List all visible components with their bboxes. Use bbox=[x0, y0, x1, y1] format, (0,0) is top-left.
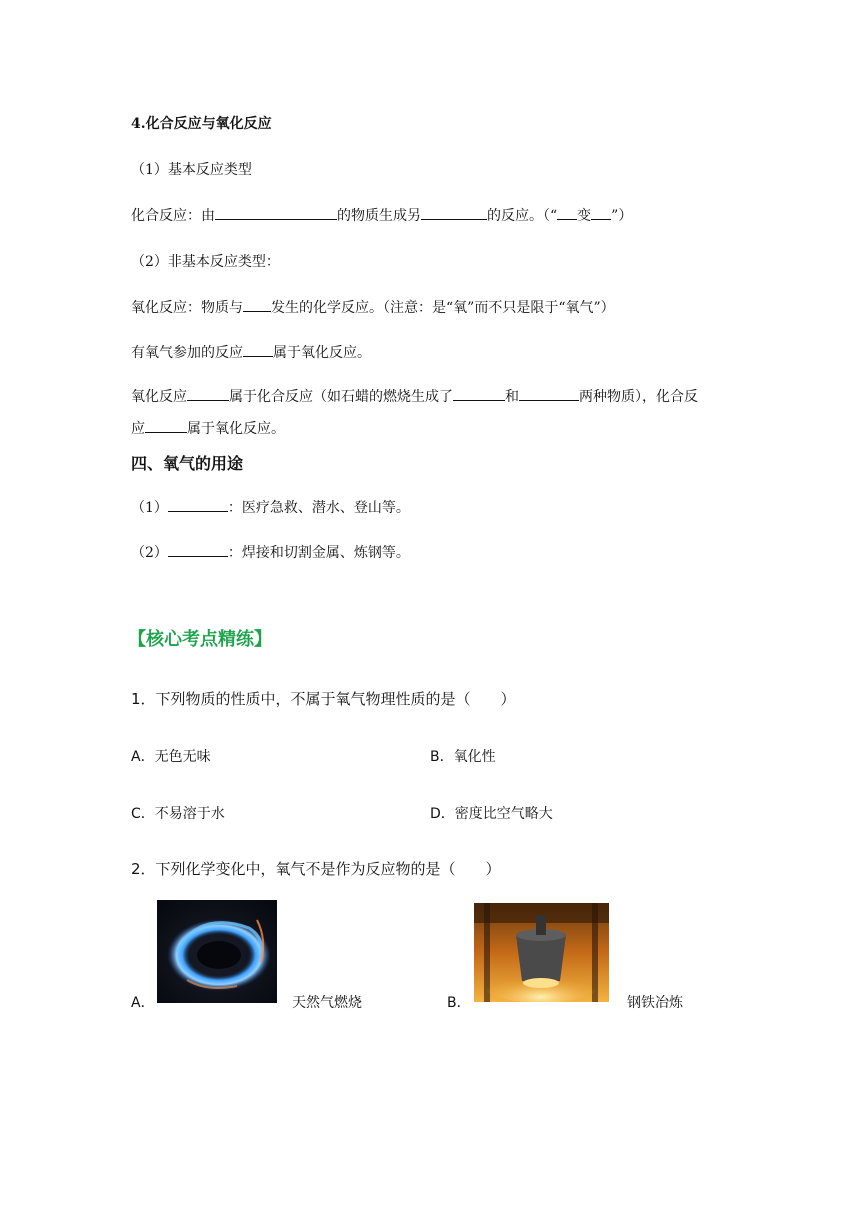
fill-blank[interactable] bbox=[453, 388, 505, 401]
q1-option-b[interactable]: B．氧化性 bbox=[430, 749, 496, 765]
text-segment: 属于氧化反应。 bbox=[273, 345, 371, 361]
combination-reaction-line bbox=[131, 205, 632, 225]
text-segment: 和 bbox=[505, 389, 519, 405]
gas-stove-flame-photo bbox=[157, 900, 277, 1003]
use-line-2 bbox=[131, 542, 410, 562]
fill-blank[interactable] bbox=[168, 499, 228, 512]
gas-flame-icon bbox=[157, 900, 277, 1003]
q1-option-a[interactable]: A．无色无味 bbox=[131, 749, 211, 765]
text-segment: 发生的化学反应。（注意：是“氧”而不只是限于“氧气”） bbox=[271, 300, 615, 316]
q2-option-b-letter[interactable]: B． bbox=[447, 995, 471, 1011]
relation-line-2 bbox=[131, 418, 285, 438]
fill-blank[interactable] bbox=[591, 207, 611, 220]
text-segment: 变 bbox=[577, 208, 592, 224]
q2-option-a-caption[interactable]: 天然气燃烧 bbox=[292, 995, 362, 1011]
text-segment: ”） bbox=[611, 208, 633, 224]
uses-section-title: 四、氧气的用途 bbox=[131, 454, 244, 473]
text-segment: 属于氧化反应。 bbox=[187, 421, 285, 437]
text-segment: 的反应。（“ bbox=[487, 208, 558, 224]
text-segment: 氧化反应 bbox=[131, 389, 187, 405]
question-1-stem: 1．下列物质的性质中，不属于氧气物理性质的是（ ） bbox=[131, 690, 516, 708]
question-2-stem: 2．下列化学变化中，氧气不是作为反应物的是（ ） bbox=[131, 860, 501, 878]
fill-blank[interactable] bbox=[187, 388, 229, 401]
fill-blank[interactable] bbox=[421, 207, 487, 220]
text-segment: 有氧气参加的反应 bbox=[131, 345, 243, 361]
use-line-1 bbox=[131, 497, 410, 517]
relation-line-1 bbox=[131, 386, 698, 406]
fill-blank[interactable] bbox=[557, 207, 577, 220]
q2-option-b-caption[interactable]: 钢铁冶炼 bbox=[627, 995, 683, 1011]
q2-option-a-letter[interactable]: A． bbox=[131, 995, 155, 1011]
text-segment: 属于化合反应（如石蜡的燃烧生成了 bbox=[229, 389, 453, 405]
section-title: 4.化合反应与氧化反应 bbox=[131, 116, 272, 132]
q1-option-d[interactable]: D．密度比空气略大 bbox=[430, 806, 553, 822]
steel-smelting-photo bbox=[474, 903, 609, 1002]
text-segment: 化合反应：由 bbox=[131, 208, 215, 224]
text-segment: 的物质生成另 bbox=[337, 208, 421, 224]
text-segment: （1） bbox=[131, 500, 168, 516]
fill-blank[interactable] bbox=[243, 344, 273, 357]
practice-section-title: 【核心考点精练】 bbox=[128, 629, 272, 650]
steel-ladle-icon bbox=[474, 903, 609, 1002]
text-segment: 氧化反应：物质与 bbox=[131, 300, 243, 316]
fill-blank[interactable] bbox=[215, 207, 337, 220]
fill-blank[interactable] bbox=[519, 388, 579, 401]
fill-blank[interactable] bbox=[145, 420, 187, 433]
oxidation-reaction-line bbox=[131, 297, 615, 317]
oxygen-participation-line bbox=[131, 342, 371, 362]
fill-blank[interactable] bbox=[243, 299, 271, 312]
subheading-nonbasic-types: （2）非基本反应类型： bbox=[131, 254, 280, 270]
text-segment: ：焊接和切割金属、炼钢等。 bbox=[227, 545, 410, 561]
fill-blank[interactable] bbox=[168, 544, 228, 557]
text-segment: （2） bbox=[131, 545, 168, 561]
text-segment: ：医疗急救、潜水、登山等。 bbox=[227, 500, 410, 516]
text-segment: 应 bbox=[131, 421, 145, 437]
text-segment: 两种物质），化合反 bbox=[579, 389, 698, 405]
q1-option-c[interactable]: C．不易溶于水 bbox=[131, 806, 225, 822]
subheading-basic-types: （1）基本反应类型 bbox=[131, 162, 252, 178]
